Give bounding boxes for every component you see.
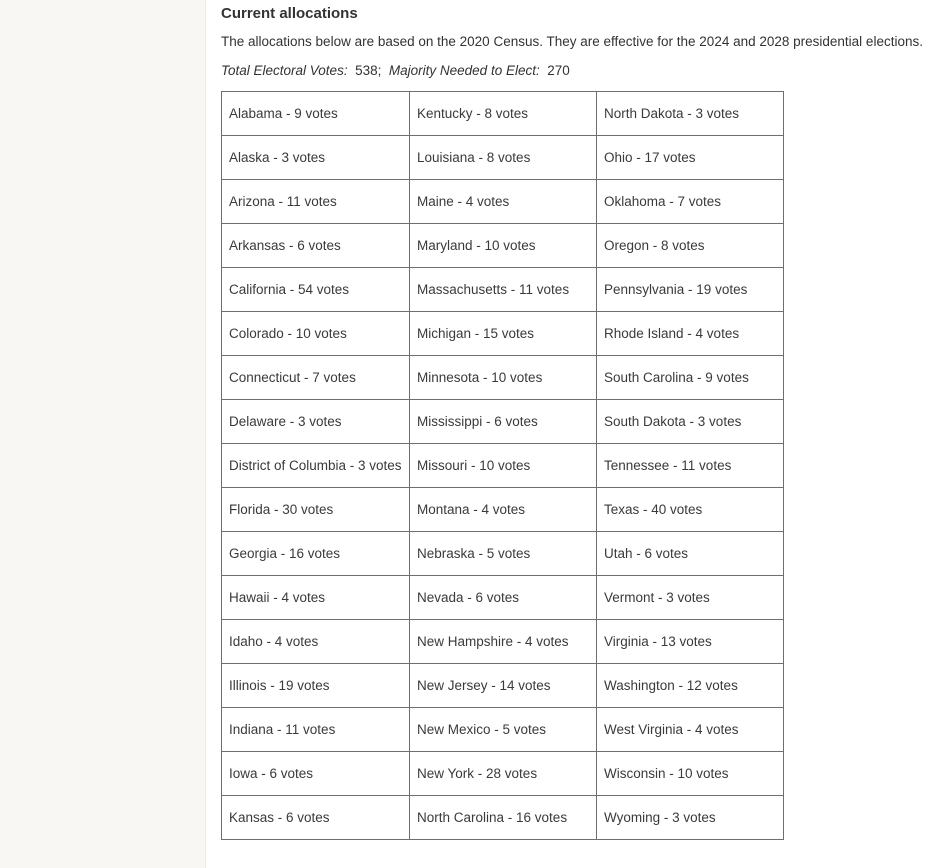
table-row <box>222 400 784 444</box>
table-row <box>222 180 784 224</box>
table-cell: Texas - 40 votes <box>597 488 784 532</box>
table-cell: North Dakota - 3 votes <box>597 92 784 136</box>
table-cell: Arkansas - 6 votes <box>222 224 410 268</box>
table-cell: Kansas - 6 votes <box>222 796 410 840</box>
table-cell: Hawaii - 4 votes <box>222 576 410 620</box>
table-cell: Ohio - 17 votes <box>597 136 784 180</box>
table-cell: Indiana - 11 votes <box>222 708 410 752</box>
table-row <box>222 444 784 488</box>
table-cell: Delaware - 3 votes <box>222 400 410 444</box>
table-cell: Kentucky - 8 votes <box>410 92 597 136</box>
table-cell: Colorado - 10 votes <box>222 312 410 356</box>
table-cell: North Carolina - 16 votes <box>410 796 597 840</box>
table-cell: New York - 28 votes <box>410 752 597 796</box>
table-row <box>222 488 784 532</box>
table-row <box>222 576 784 620</box>
table-cell: Oklahoma - 7 votes <box>597 180 784 224</box>
table-cell: Missouri - 10 votes <box>410 444 597 488</box>
table-cell: Nevada - 6 votes <box>410 576 597 620</box>
table-cell: Georgia - 16 votes <box>222 532 410 576</box>
table-cell: Vermont - 3 votes <box>597 576 784 620</box>
table-cell: Montana - 4 votes <box>410 488 597 532</box>
table-cell: Wisconsin - 10 votes <box>597 752 784 796</box>
table-row <box>222 796 784 840</box>
total-votes-value: 538; <box>355 63 382 78</box>
table-cell: Illinois - 19 votes <box>222 664 410 708</box>
table-cell: Louisiana - 8 votes <box>410 136 597 180</box>
table-cell: South Dakota - 3 votes <box>597 400 784 444</box>
table-cell: Pennsylvania - 19 votes <box>597 268 784 312</box>
table-row <box>222 708 784 752</box>
allocations-table-body <box>222 92 784 840</box>
table-row <box>222 136 784 180</box>
table-cell: Massachusetts - 11 votes <box>410 268 597 312</box>
totals-line <box>221 63 570 78</box>
table-cell: Mississippi - 6 votes <box>410 400 597 444</box>
table-cell: Maryland - 10 votes <box>410 224 597 268</box>
table-cell: Oregon - 8 votes <box>597 224 784 268</box>
table-cell: Connecticut - 7 votes <box>222 356 410 400</box>
allocations-table <box>221 91 784 840</box>
table-row <box>222 268 784 312</box>
table-cell: New Mexico - 5 votes <box>410 708 597 752</box>
total-votes-label: Total Electoral Votes: <box>221 63 348 78</box>
table-row <box>222 620 784 664</box>
table-cell: Maine - 4 votes <box>410 180 597 224</box>
intro-paragraph: The allocations below are based on the 2020 Census. They are effective for the 2024 and 2028 presidential elections. <box>221 34 923 49</box>
table-row <box>222 752 784 796</box>
table-cell: Rhode Island - 4 votes <box>597 312 784 356</box>
table-cell: Arizona - 11 votes <box>222 180 410 224</box>
majority-label: Majority Needed to Elect: <box>388 63 540 78</box>
table-cell: New Hampshire - 4 votes <box>410 620 597 664</box>
table-cell: Iowa - 6 votes <box>222 752 410 796</box>
left-sidebar <box>0 0 206 868</box>
section-heading: Current allocations <box>221 5 358 22</box>
table-cell: Nebraska - 5 votes <box>410 532 597 576</box>
table-cell: Idaho - 4 votes <box>222 620 410 664</box>
table-row <box>222 356 784 400</box>
table-cell: New Jersey - 14 votes <box>410 664 597 708</box>
table-cell: South Carolina - 9 votes <box>597 356 784 400</box>
table-cell: Alaska - 3 votes <box>222 136 410 180</box>
table-cell: Utah - 6 votes <box>597 532 784 576</box>
table-cell: Alabama - 9 votes <box>222 92 410 136</box>
table-cell: Minnesota - 10 votes <box>410 356 597 400</box>
table-cell: District of Columbia - 3 votes <box>222 444 410 488</box>
majority-value: 270 <box>547 63 570 78</box>
table-row <box>222 92 784 136</box>
table-cell: Wyoming - 3 votes <box>597 796 784 840</box>
table-cell: Tennessee - 11 votes <box>597 444 784 488</box>
table-row <box>222 664 784 708</box>
table-cell: West Virginia - 4 votes <box>597 708 784 752</box>
table-cell: Michigan - 15 votes <box>410 312 597 356</box>
table-row <box>222 312 784 356</box>
table-cell: California - 54 votes <box>222 268 410 312</box>
table-cell: Florida - 30 votes <box>222 488 410 532</box>
table-cell: Virginia - 13 votes <box>597 620 784 664</box>
table-row <box>222 224 784 268</box>
table-cell: Washington - 12 votes <box>597 664 784 708</box>
table-row <box>222 532 784 576</box>
